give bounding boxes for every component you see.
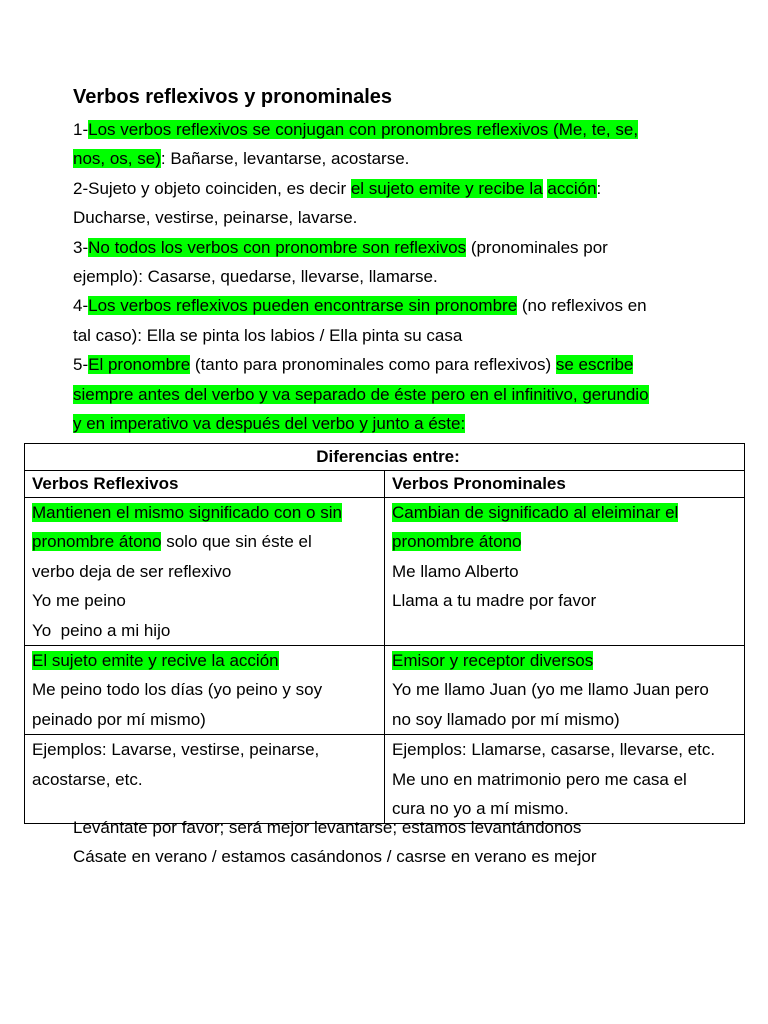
point-5-highlight-c: siempre antes del verbo y va separado de éste pero en el infinitivo, gerundio [73, 384, 649, 404]
reflexivos-subject-line-3: peinado por mí mismo) [32, 709, 206, 729]
reflexivos-meaning-cell [25, 498, 385, 646]
point-2-line-2: Ducharse, vestirse, peinarse, lavarse. [73, 208, 358, 228]
point-3-number: 3- [73, 237, 89, 257]
point-2-highlight-a: el sujeto emite y recibe la [350, 178, 543, 198]
table-header: Diferencias entre: [25, 444, 745, 471]
column-head-reflexivos: Verbos Reflexivos [25, 471, 385, 498]
point-1-highlight: Los verbos reflexivos se conjugan con pronombres reflexivos (Me, te, se, [88, 120, 639, 139]
point-4-line-2: tal caso): Ella se pinta los labios / Ella pinta su casa [73, 325, 463, 345]
pronominales-subject-highlight: Emisor y receptor diversos [392, 650, 594, 670]
point-5-line-2 [73, 380, 713, 409]
point-5-line-1 [73, 350, 713, 379]
point-2-text: 2-Sujeto y objeto coinciden, es decir [73, 178, 351, 198]
footer-line-2: Cásate en verano / estamos casándonos / casrse en verano es mejor [73, 847, 597, 867]
reflexivos-meaning-highlight: Mantienen el mismo significado con o sin [32, 503, 342, 522]
point-4-number: 4- [73, 296, 89, 316]
point-4-line-1 [73, 291, 713, 320]
point-2-line-1 [73, 174, 713, 203]
cell-line [392, 646, 744, 675]
table-row [25, 498, 745, 646]
pronominales-meaning-cell [385, 498, 745, 646]
point-3-highlight: No todos los verbos con pronombre son reflexivos [88, 237, 467, 257]
point-2-highlight-b: acción [547, 178, 597, 198]
reflexivos-subject-cell [25, 645, 385, 734]
point-5-text: (tanto para pronominales como para reflexivos) [190, 355, 556, 375]
point-4-highlight: Los verbos reflexivos pueden encontrarse sin pronombre [88, 296, 518, 316]
point-5-highlight-d: y en imperativo va después del verbo y junto a éste: [73, 413, 466, 433]
footer-line-1: Levántate por favor; será mejor levantarse; estamos levantándonos [73, 818, 582, 837]
point-1-highlight-cont: nos, os, se) [73, 149, 161, 169]
pronominales-subject-line-2: Yo me llamo Juan (yo me llamo Juan pero [392, 680, 709, 700]
point-1-examples: : Bañarse, levantarse, acostarse. [160, 149, 410, 169]
pronominales-examples-line-1: Ejemplos: Llamarse, casarse, llevarse, etc. [392, 740, 716, 760]
reflexivos-examples-line-1: Ejemplos: Lavarse, vestirse, peinarse, [32, 740, 320, 760]
reflexivos-meaning-text: solo que sin éste el [161, 532, 312, 552]
point-3-text: (pronominales por [466, 237, 608, 257]
pronominales-example-1: Me llamo Alberto [392, 561, 519, 581]
point-5-line-3 [73, 409, 713, 438]
point-4-text: (no reflexivos en [517, 296, 647, 316]
pronominales-subject-line-3: no soy llamado por mí mismo) [392, 709, 620, 729]
point-3-line-1 [73, 233, 713, 262]
reflexivos-subject-highlight: El sujeto emite y recive la acción [32, 650, 279, 670]
intro-points [73, 115, 713, 438]
pronominales-meaning-highlight-cont: pronombre átono [392, 532, 522, 552]
reflexivos-examples-cell [25, 735, 385, 824]
point-1-line-1 [73, 115, 713, 144]
point-5-highlight-a: El pronombre [88, 355, 191, 375]
pronominales-subject-cell [385, 645, 745, 734]
pronominales-examples-line-3: cura no yo a mí mismo. [392, 798, 569, 818]
reflexivos-meaning-highlight-cont: pronombre átono [32, 532, 162, 552]
footer-examples [73, 813, 713, 872]
table-column-heads [25, 471, 745, 498]
cell-line [32, 498, 384, 527]
point-1-number: 1- [73, 120, 89, 139]
table-row [25, 645, 745, 734]
table-row [25, 735, 745, 824]
cell-line [32, 646, 384, 675]
point-5-highlight-b: se escribe [555, 355, 634, 375]
point-5-number: 5- [73, 355, 89, 375]
point-3-line-2: ejemplo): Casarse, quedarse, llevarse, llamarse. [73, 266, 438, 286]
cell-line [392, 498, 744, 527]
reflexivos-example-2: Yo peino a mi hijo [32, 620, 171, 640]
cell-line [392, 527, 744, 556]
reflexivos-meaning-line-3: verbo deja de ser reflexivo [32, 561, 232, 581]
column-head-pronominales: Verbos Pronominales [385, 471, 745, 498]
reflexivos-subject-line-2: Me peino todo los días (yo peino y soy [32, 680, 323, 700]
differences-table [24, 443, 745, 824]
pronominales-examples-cell [385, 735, 745, 824]
document-title: Verbos reflexivos y pronominales [73, 86, 393, 108]
pronominales-examples-line-2: Me uno en matrimonio pero me casa el [392, 769, 687, 789]
reflexivos-examples-line-2: acostarse, etc. [32, 769, 143, 789]
point-1-line-2 [73, 144, 713, 173]
point-2-colon: : [596, 178, 602, 198]
table-header-row [25, 444, 745, 471]
reflexivos-example-1: Yo me peino [32, 591, 126, 611]
cell-line [32, 527, 384, 556]
pronominales-meaning-highlight: Cambian de significado al eleiminar el [392, 503, 679, 522]
pronominales-example-2: Llama a tu madre por favor [392, 591, 597, 611]
